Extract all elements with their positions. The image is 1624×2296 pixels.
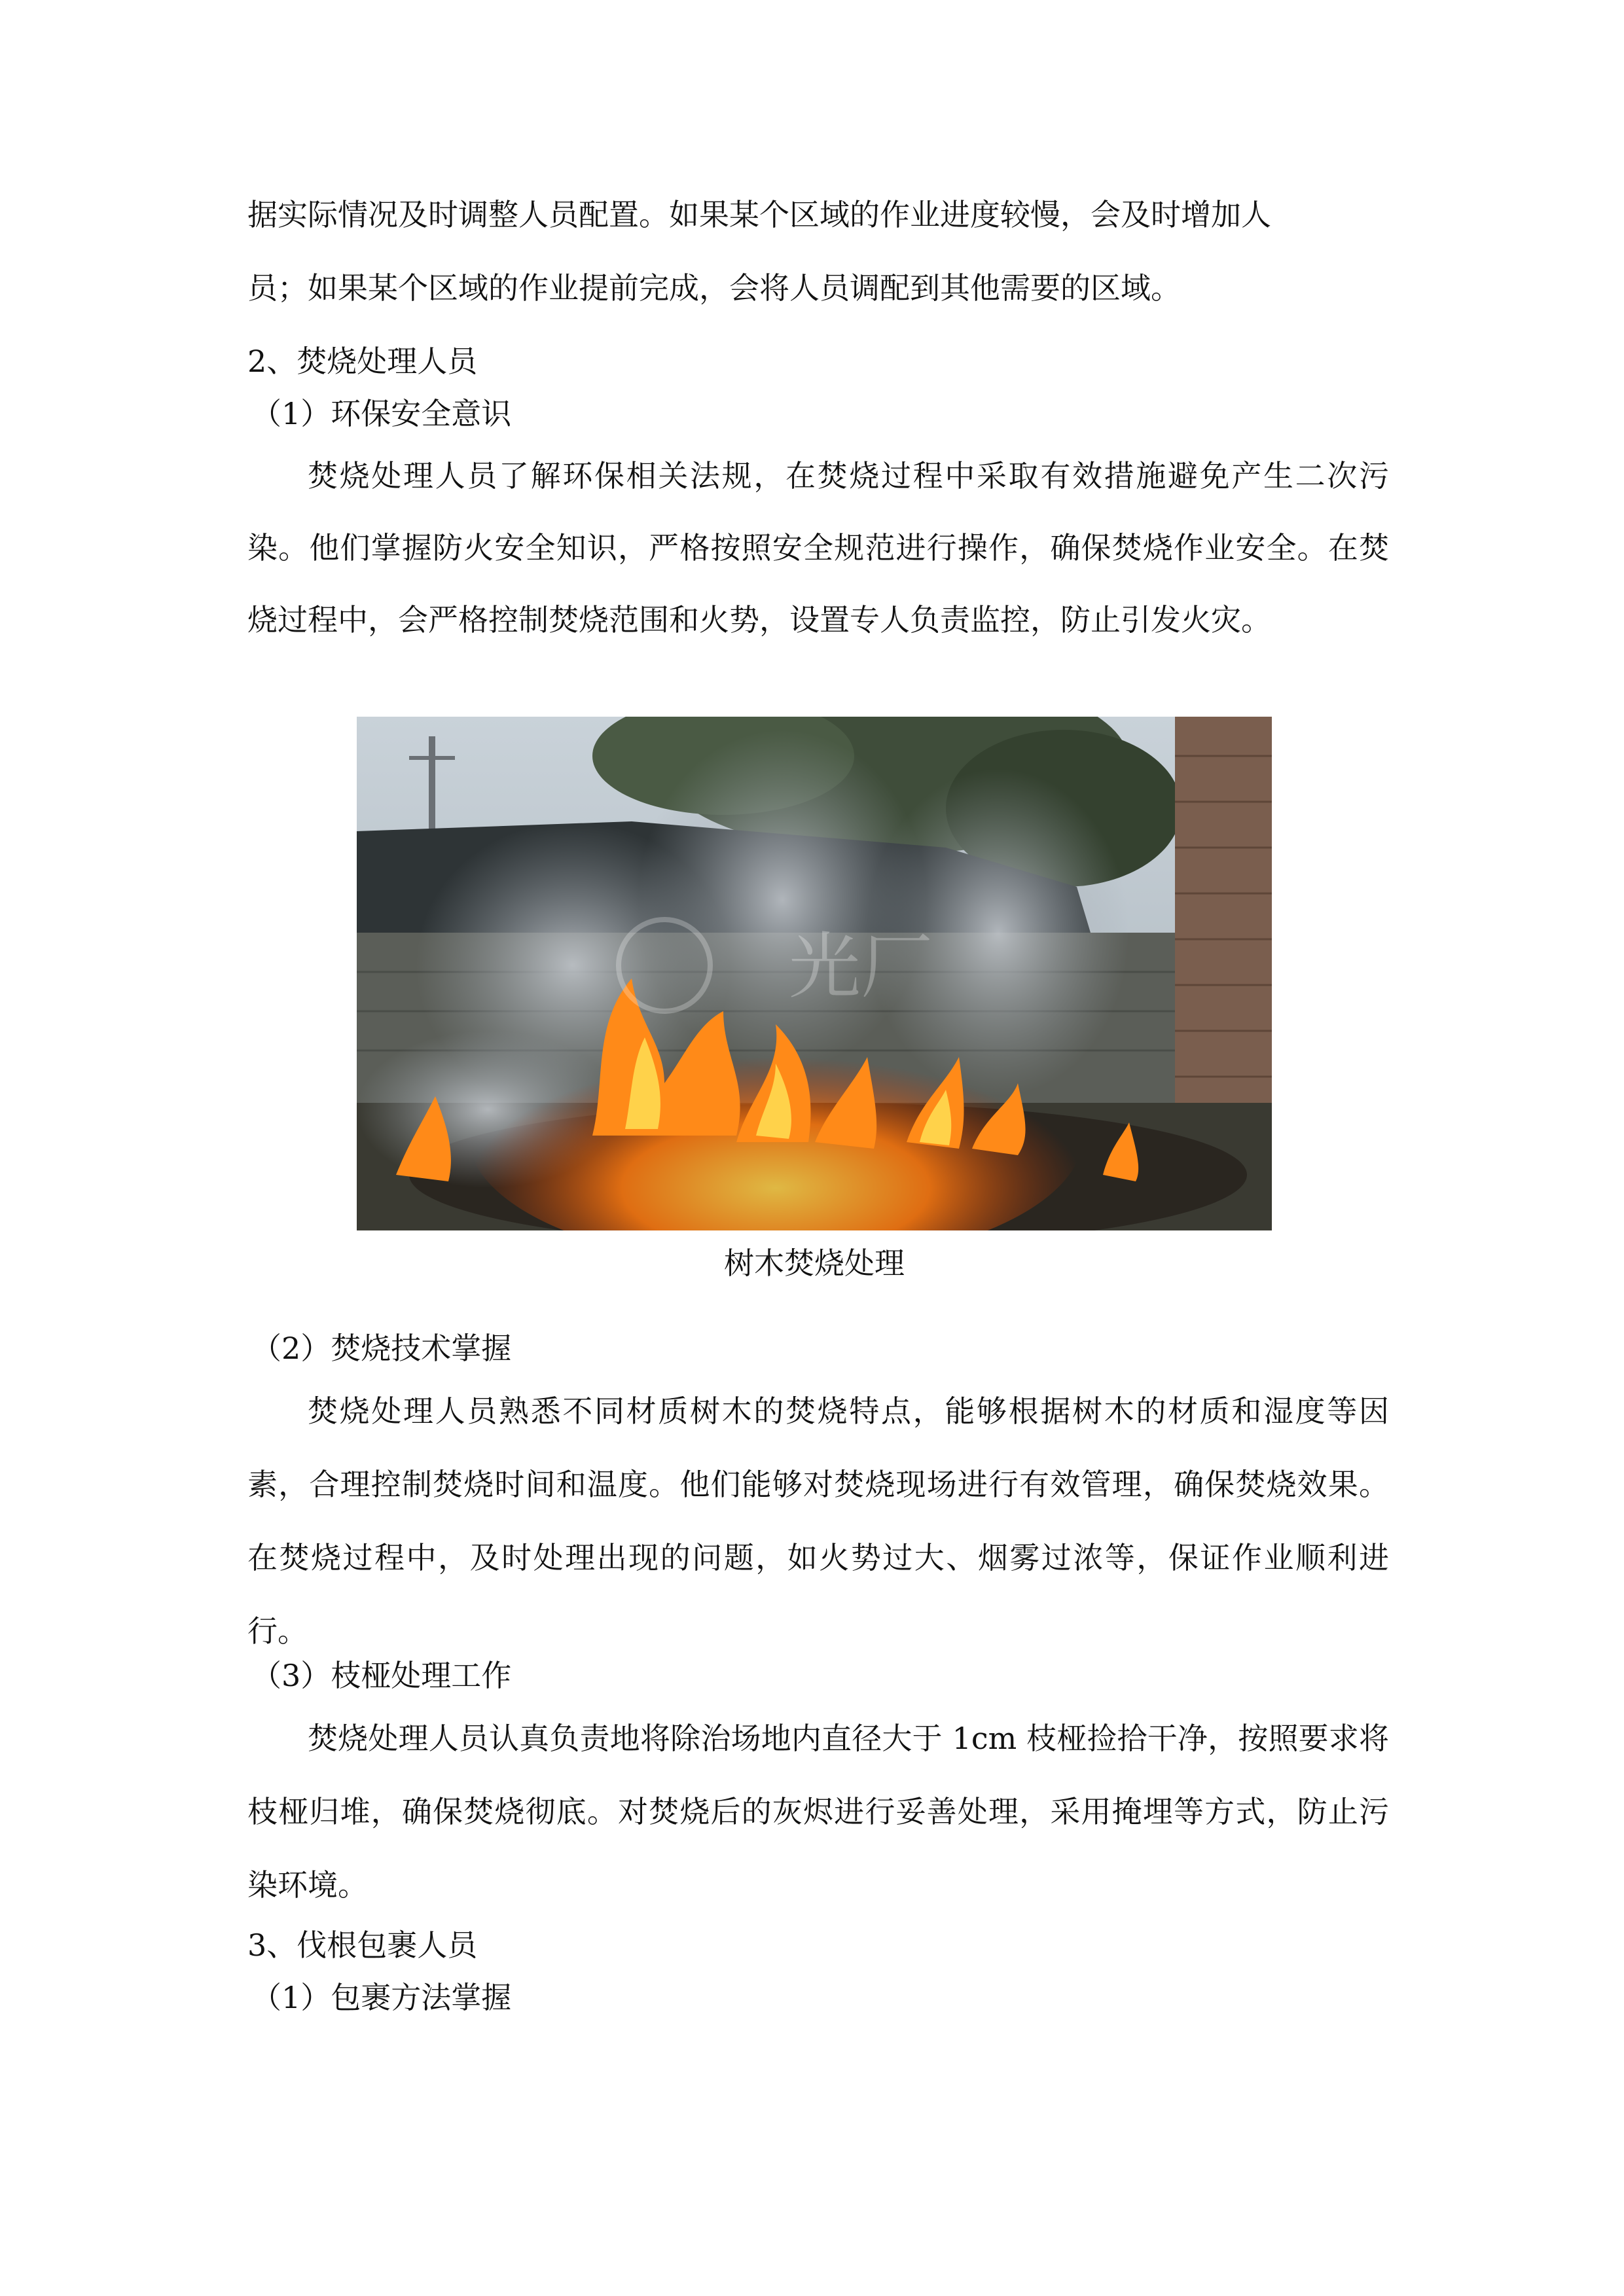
burning-photo [357, 717, 1272, 1230]
subsection-3 [247, 1649, 1389, 1922]
subsection-heading: （2）焚烧技术掌握 [251, 1331, 512, 1366]
subsection-heading: （3）枝桠处理工作 [251, 1658, 512, 1693]
section-3 [247, 1919, 1389, 2024]
section-heading: 2、焚烧处理人员 [247, 344, 478, 379]
paragraph: 焚烧处理人员认真负责地将除治场地内直径大于 1cm 枝桠捡拾干净，按照要求将枝桠归堆，确保焚烧彻底。对焚烧后的灰烬进行妥善处理，采用掩埋等方式，防止污染环境。 [247, 1721, 1389, 1903]
paragraph-line: 据实际情况及时调整人员配置。如果某个区域的作业进度较慢，会及时增加人 [247, 197, 1271, 232]
subsection-2 [247, 1322, 1389, 1668]
watermark-text: 光厂 [789, 925, 933, 1009]
section-2 [247, 335, 1389, 656]
subsection-heading: （1）包裹方法掌握 [251, 1980, 512, 2015]
paragraph: 焚烧处理人员熟悉不同材质树木的焚烧特点，能够根据树木的材质和湿度等因素，合理控制焚烧时间和温度。他们能够对焚烧现场进行有效管理，确保焚烧效果。在焚烧过程中，及时处理出现的问题，如火势过大、烟雾过浓等，保证作业顺利进行。 [247, 1393, 1389, 1649]
figure-caption: 树木焚烧处理 [724, 1246, 905, 1281]
subsection-heading: （1）环保安全意识 [251, 396, 512, 431]
fire-image [357, 717, 1272, 1230]
continued-paragraph [247, 178, 1389, 325]
section-heading: 3、伐根包裹人员 [247, 1928, 478, 1963]
paragraph-line: 员；如果某个区域的作业提前完成，会将人员调配到其他需要的区域。 [247, 270, 1181, 306]
paragraph: 焚烧处理人员了解环保相关法规，在焚烧过程中采取有效措施避免产生二次污染。他们掌握防火安全知识，严格按照安全规范进行操作，确保焚烧作业安全。在焚烧过程中，会严格控制焚烧范围和火势，设置专人负责监控，防止引发火灾。 [247, 458, 1389, 637]
